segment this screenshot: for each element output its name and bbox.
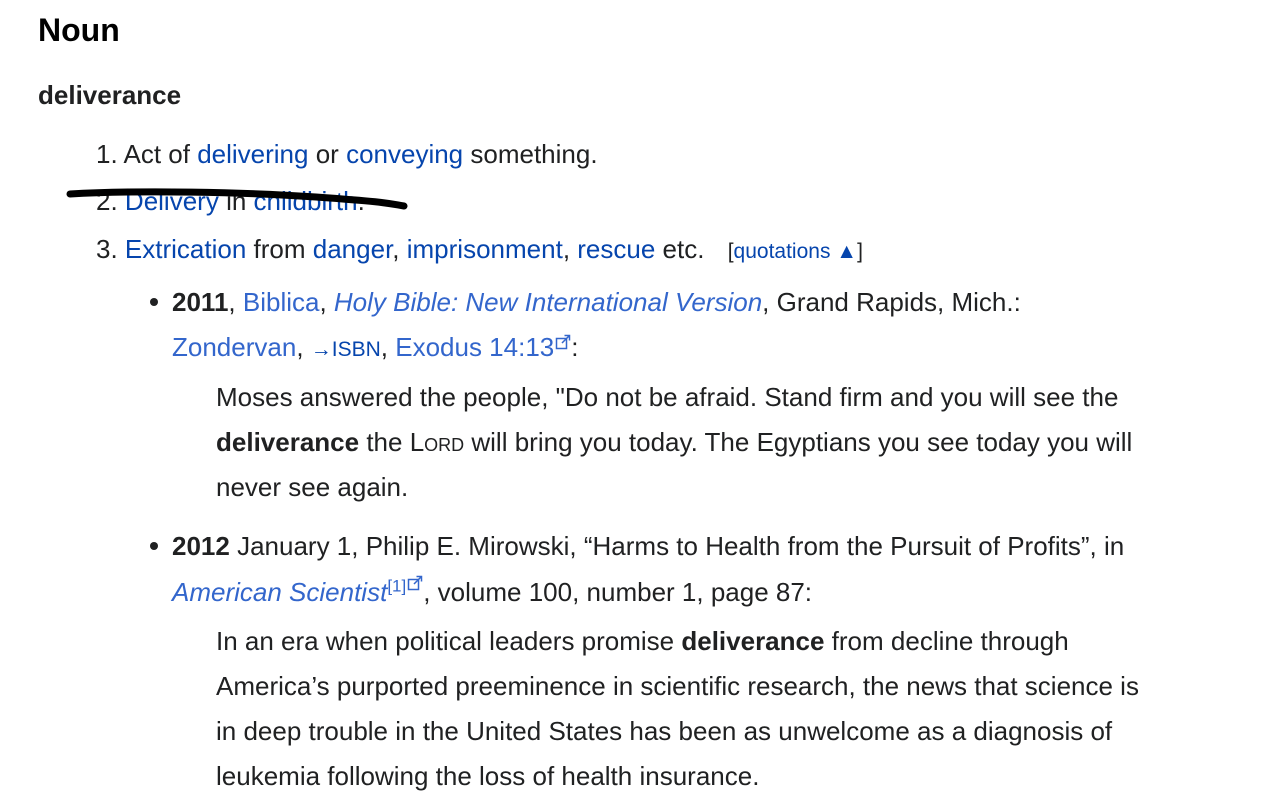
external-link-icon [407, 575, 423, 591]
quote-line [216, 619, 1226, 664]
link-isbn[interactable]: →ISBN [310, 338, 381, 361]
link-american-scientist[interactable]: American Scientist [172, 577, 388, 607]
quote-line: never see again. [216, 472, 409, 502]
sense-number: 3. [96, 234, 118, 264]
citation-text: : [571, 332, 579, 362]
sense-text: etc. [655, 234, 705, 264]
citation-text: January 1, Philip E. Mirowski, “Harms to Health from the Pursuit of Profits”, in [229, 531, 1125, 561]
quotation-text-2011 [216, 375, 1226, 510]
quotation-year: 2011 [172, 287, 229, 317]
link-zondervan[interactable]: Zondervan [172, 332, 297, 362]
sense-text: , [562, 234, 578, 264]
link-imprisonment[interactable]: imprisonment [406, 234, 563, 264]
quote-text: the [359, 427, 410, 457]
citation-text: , [380, 332, 396, 362]
quotation-citation-2012 [150, 531, 1124, 562]
link-exodus-14-13[interactable]: Exodus 14:13 [395, 332, 555, 362]
quotations-toggle [728, 240, 863, 263]
sense-text: in [218, 186, 254, 216]
quote-text: from decline through [824, 626, 1069, 656]
quotations-toggle-link[interactable]: quotations ▲ [733, 240, 858, 263]
link-danger[interactable]: danger [312, 234, 393, 264]
bracket: [ [727, 240, 734, 263]
link-biblica[interactable]: Biblica [242, 287, 320, 317]
footnote-1-link[interactable]: [1] [387, 576, 407, 596]
sense-text: something. [463, 139, 598, 169]
sense-text: or [308, 139, 347, 169]
quotation-citation-2012-cont [172, 575, 812, 608]
bullet-dot [150, 298, 158, 306]
quote-keyword: deliverance [216, 427, 360, 457]
external-link-icon [555, 334, 571, 350]
quote-line: Moses answered the people, "Do not be afraid. Stand firm and you will see the [216, 382, 1119, 412]
sense-number: 1. [96, 139, 118, 169]
quotation-text-2012 [216, 619, 1226, 799]
citation-text: , [319, 287, 334, 317]
quote-text: In an era when political leaders promise [216, 626, 682, 656]
quote-keyword: deliverance [681, 626, 825, 656]
quote-line: America’s purported preeminence in scientific research, the news that science is [216, 671, 1139, 701]
sense-text: , [392, 234, 407, 264]
link-childbirth[interactable]: childbirth [253, 186, 358, 216]
bullet-dot [150, 542, 158, 550]
sense-text: from [246, 234, 313, 264]
section-heading-noun: Noun [38, 12, 120, 48]
quote-text: will bring you today. The Egyptians you see today you will [464, 427, 1133, 457]
quotation-citation-2011 [150, 287, 1021, 318]
quote-line: leukemia following the loss of health insurance. [216, 761, 760, 791]
quote-line: in deep trouble in the United States has been as unwelcome as a diagnosis of [216, 716, 1113, 746]
link-conveying[interactable]: conveying [346, 139, 464, 169]
quote-line [216, 420, 1226, 465]
link-delivering[interactable]: delivering [197, 139, 309, 169]
link-extrication[interactable]: Extrication [124, 234, 247, 264]
citation-text: , [228, 287, 243, 317]
quotation-citation-2011-cont [172, 332, 578, 363]
citation-text: , volume 100, number 1, page 87: [423, 577, 813, 607]
quotation-year: 2012 [172, 531, 230, 561]
sense-text: Act of [123, 139, 198, 169]
link-holy-bible-niv[interactable]: Holy Bible: New International Version [333, 287, 763, 317]
citation-text: , Grand Rapids, Mich.: [762, 287, 1021, 317]
link-rescue[interactable]: rescue [577, 234, 656, 264]
sense-number: 2. [96, 186, 118, 216]
handwritten-strikethrough [66, 184, 411, 214]
headword: deliverance [38, 80, 182, 110]
sense-3 [96, 234, 863, 265]
citation-text: , [296, 332, 311, 362]
sense-text: . [357, 186, 365, 216]
sense-1 [96, 139, 598, 170]
bracket: ] [857, 240, 863, 263]
quote-lord: Lord [409, 427, 465, 457]
link-delivery[interactable]: Delivery [124, 186, 219, 216]
